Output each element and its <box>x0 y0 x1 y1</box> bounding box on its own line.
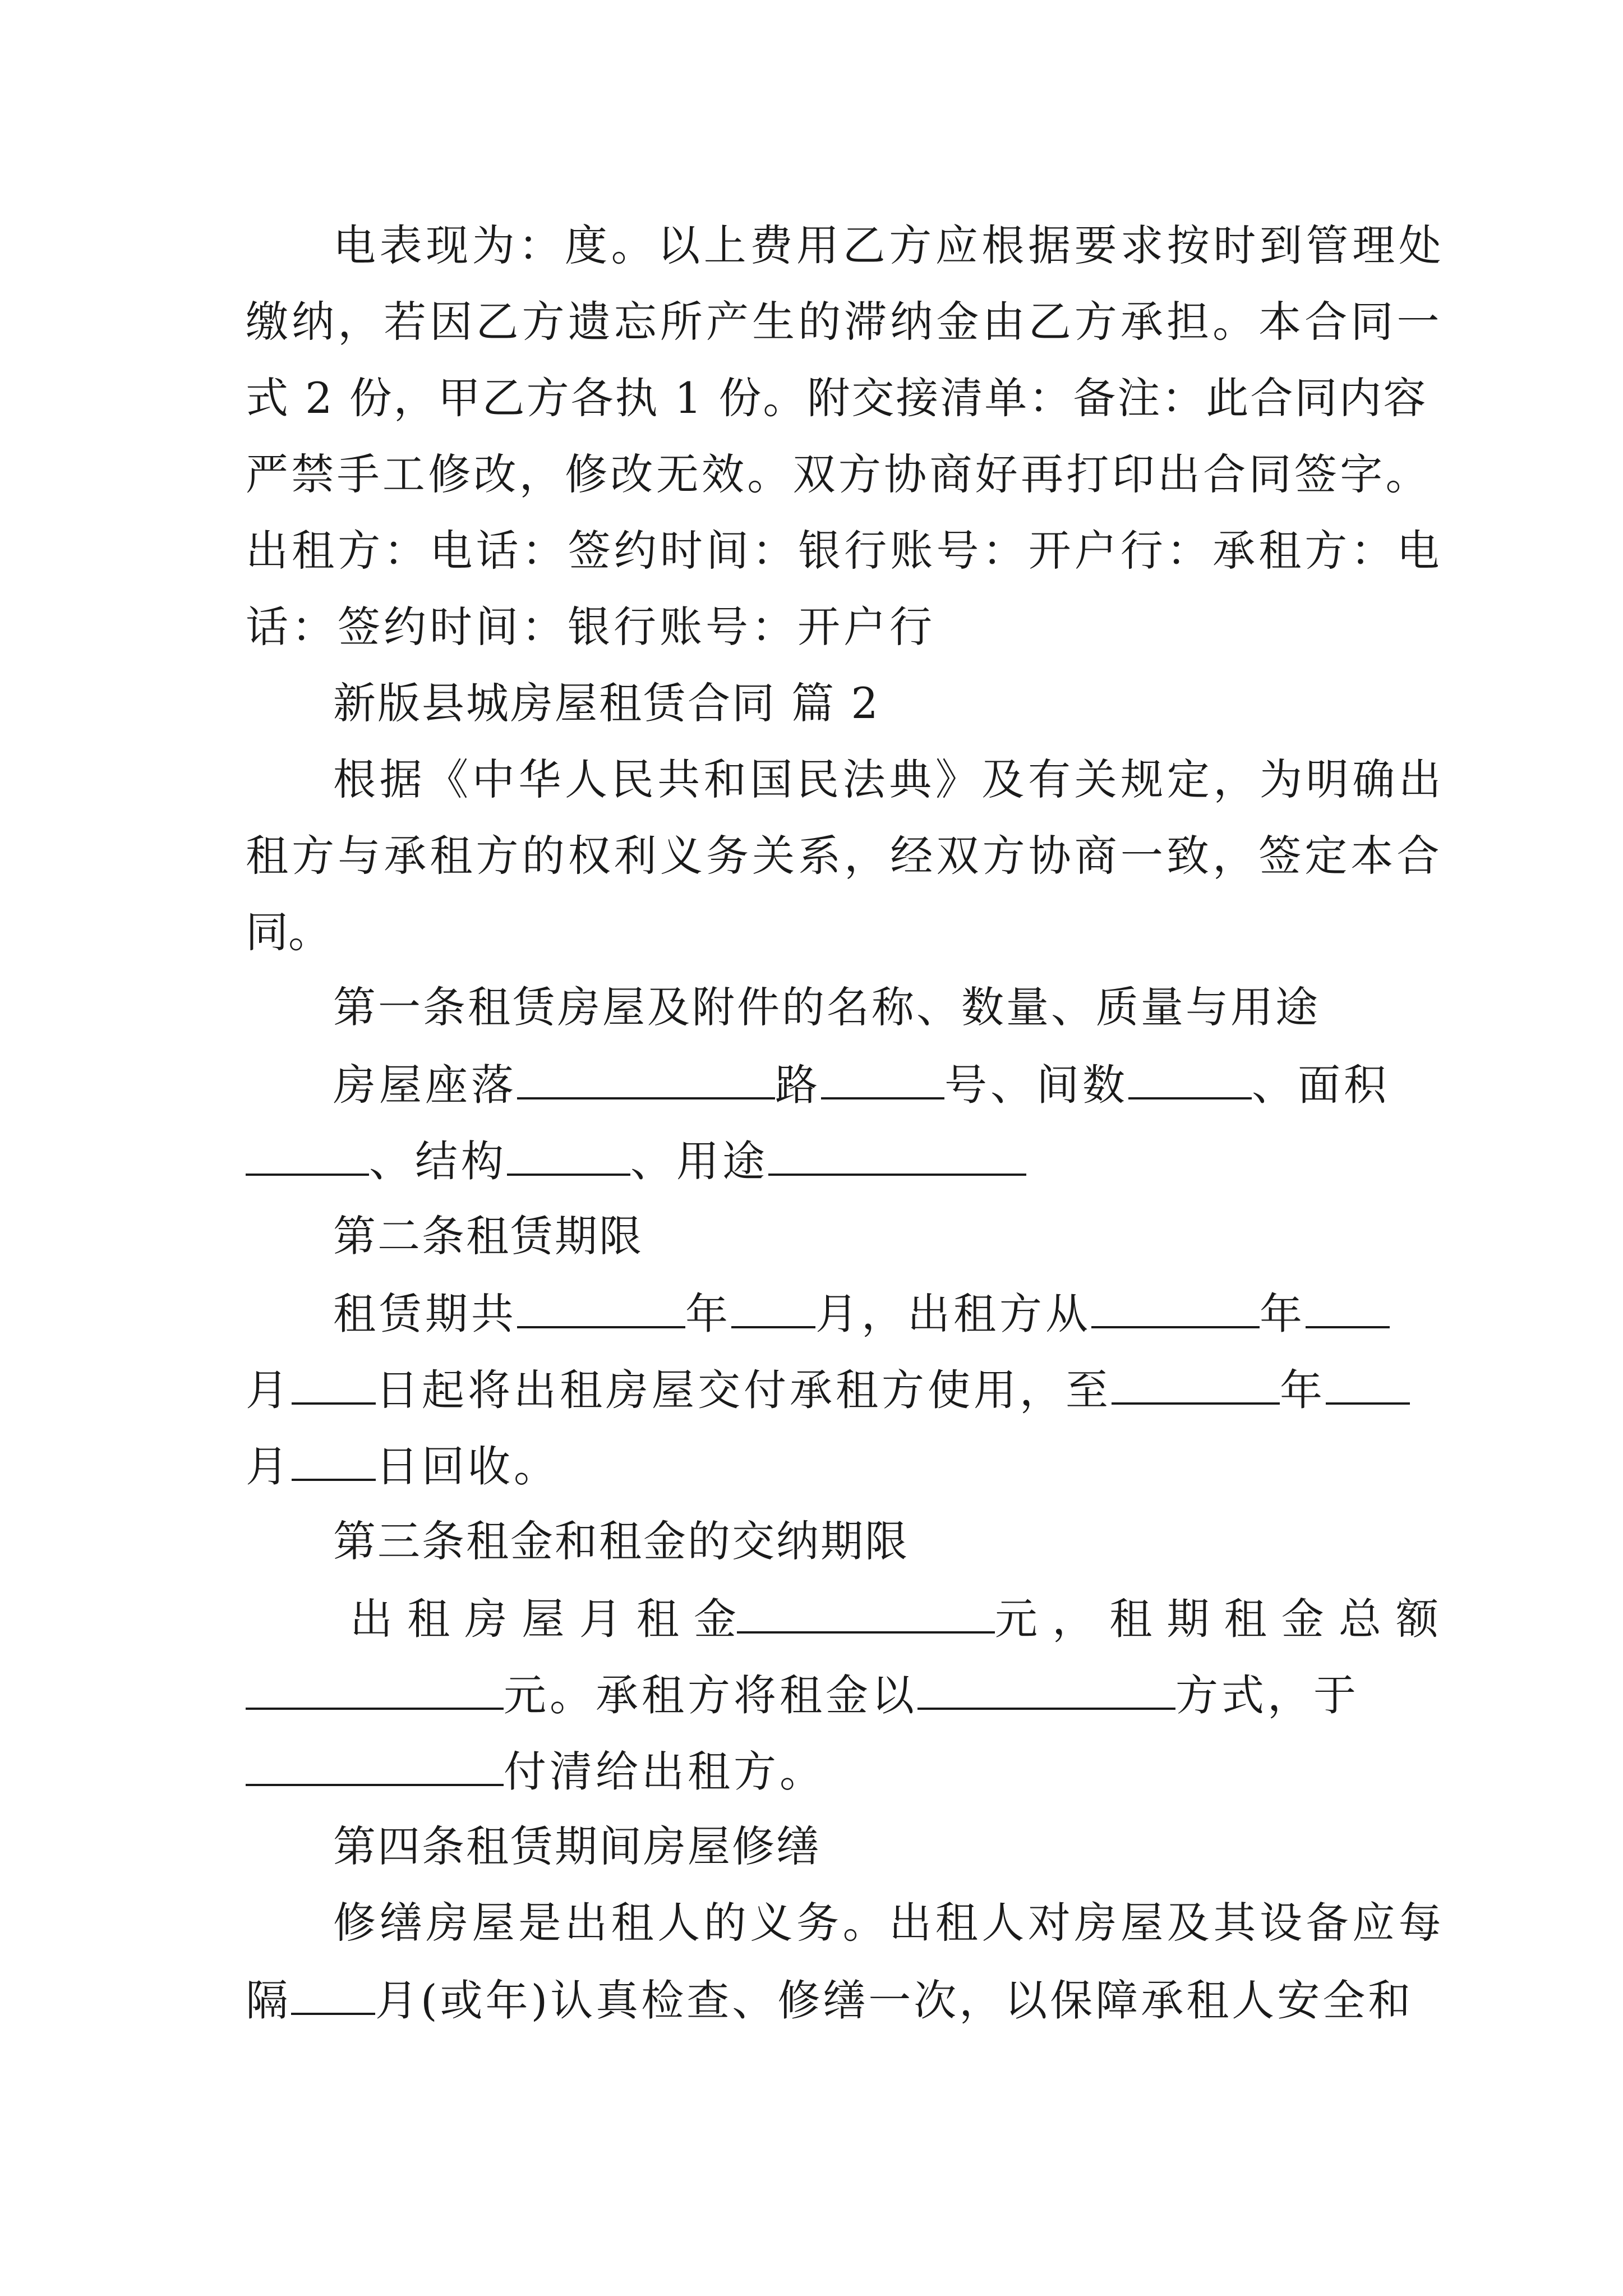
fill-line <box>246 1670 1359 1720</box>
blank-field <box>517 1062 775 1099</box>
article-heading: 第一条租赁房屋及附件的名称、数量、质量与用途 <box>333 982 1320 1032</box>
blank-field <box>917 1673 1175 1710</box>
fill-label: 、面积 <box>1252 1060 1390 1110</box>
blank-field <box>821 1062 944 1099</box>
text-line: 电表现为：度。以上费用乙方应根据要求按时到管理处 <box>333 220 1445 270</box>
fill-label: 、用途 <box>630 1136 768 1186</box>
article-heading: 第四条租赁期间房屋修缮 <box>333 1821 820 1871</box>
fill-label: 路 <box>775 1060 821 1110</box>
fill-line <box>246 1975 1414 2026</box>
blank-field <box>737 1596 995 1634</box>
fill-line <box>333 1289 1390 1339</box>
blank-field <box>517 1291 685 1328</box>
blank-field <box>1306 1291 1390 1328</box>
fill-label: 房屋座落 <box>333 1060 517 1110</box>
fill-label: 日回收。 <box>376 1441 560 1492</box>
article-heading: 第三条租金和租金的交纳期限 <box>333 1516 909 1566</box>
fill-label: 隔 <box>246 1975 291 2026</box>
fill-line <box>246 1136 1026 1186</box>
fill-label: 日起将出租房屋交付承租方使用，至 <box>376 1365 1112 1415</box>
blank-field <box>731 1291 815 1328</box>
blank-field <box>292 1368 376 1405</box>
blank-field <box>291 1978 375 2015</box>
blank-field <box>246 1749 504 1786</box>
blank-field <box>246 1673 504 1710</box>
blank-field <box>768 1139 1026 1176</box>
fill-line <box>350 1594 1440 1644</box>
section-heading: 新版县城房屋租赁合同 篇 2 <box>333 678 880 728</box>
fill-label: 年 <box>685 1289 731 1339</box>
blank-field <box>1091 1291 1260 1328</box>
text-line: 同。 <box>246 907 331 957</box>
fill-label: 出 租 房 屋 月 租 金 <box>350 1594 737 1644</box>
text-line: 缴纳，若因乙方遗忘所产生的滞纳金由乙方承担。本合同一 <box>246 297 1443 347</box>
fill-line <box>246 1441 560 1492</box>
fill-label: 元。承租方将租金以 <box>504 1670 917 1720</box>
fill-label: 号、间数 <box>944 1060 1128 1110</box>
blank-field <box>1112 1368 1280 1405</box>
fill-label: 元 ， 租 期 租 金 总 额 <box>994 1594 1440 1644</box>
fill-label: 方式，于 <box>1175 1670 1359 1720</box>
fill-label: 付清给出租方。 <box>504 1746 826 1797</box>
blank-field <box>1128 1062 1252 1099</box>
blank-field <box>246 1139 369 1176</box>
fill-label: 年 <box>1260 1289 1306 1339</box>
text-line: 根据《中华人民共和国民法典》及有关规定，为明确出 <box>333 754 1445 804</box>
fill-line <box>246 1746 826 1797</box>
fill-label: 月 <box>246 1365 292 1415</box>
text-line: 修缮房屋是出租人的义务。出租人对房屋及其设备应每 <box>333 1898 1445 1948</box>
article-heading: 第二条租赁期限 <box>333 1211 643 1261</box>
fill-label: 租赁期共 <box>333 1289 517 1339</box>
blank-field <box>1326 1368 1410 1405</box>
blank-field <box>507 1139 630 1176</box>
fill-label: 月 <box>246 1441 292 1492</box>
text-line: 式 2 份，甲乙方各执 1 份。附交接清单：备注：此合同内容 <box>246 373 1428 423</box>
fill-line <box>333 1060 1390 1110</box>
blank-field <box>292 1444 376 1481</box>
text-line: 话：签约时间：银行账号：开户行 <box>246 602 935 652</box>
fill-label: 月(或年)认真检查、修缮一次，以保障承租人安全和 <box>375 1975 1414 2026</box>
text-line: 租方与承租方的权利义务关系，经双方协商一致，签定本合 <box>246 831 1443 881</box>
text-line: 严禁手工修改，修改无效。双方协商好再打印出合同签字。 <box>246 449 1431 499</box>
fill-label: 月，出租方从 <box>815 1289 1091 1339</box>
text-line: 出租方：电话：签约时间：银行账号：开户行：承租方：电 <box>246 526 1443 576</box>
fill-label: 年 <box>1280 1365 1326 1415</box>
fill-line <box>246 1365 1410 1415</box>
fill-label: 、结构 <box>369 1136 507 1186</box>
